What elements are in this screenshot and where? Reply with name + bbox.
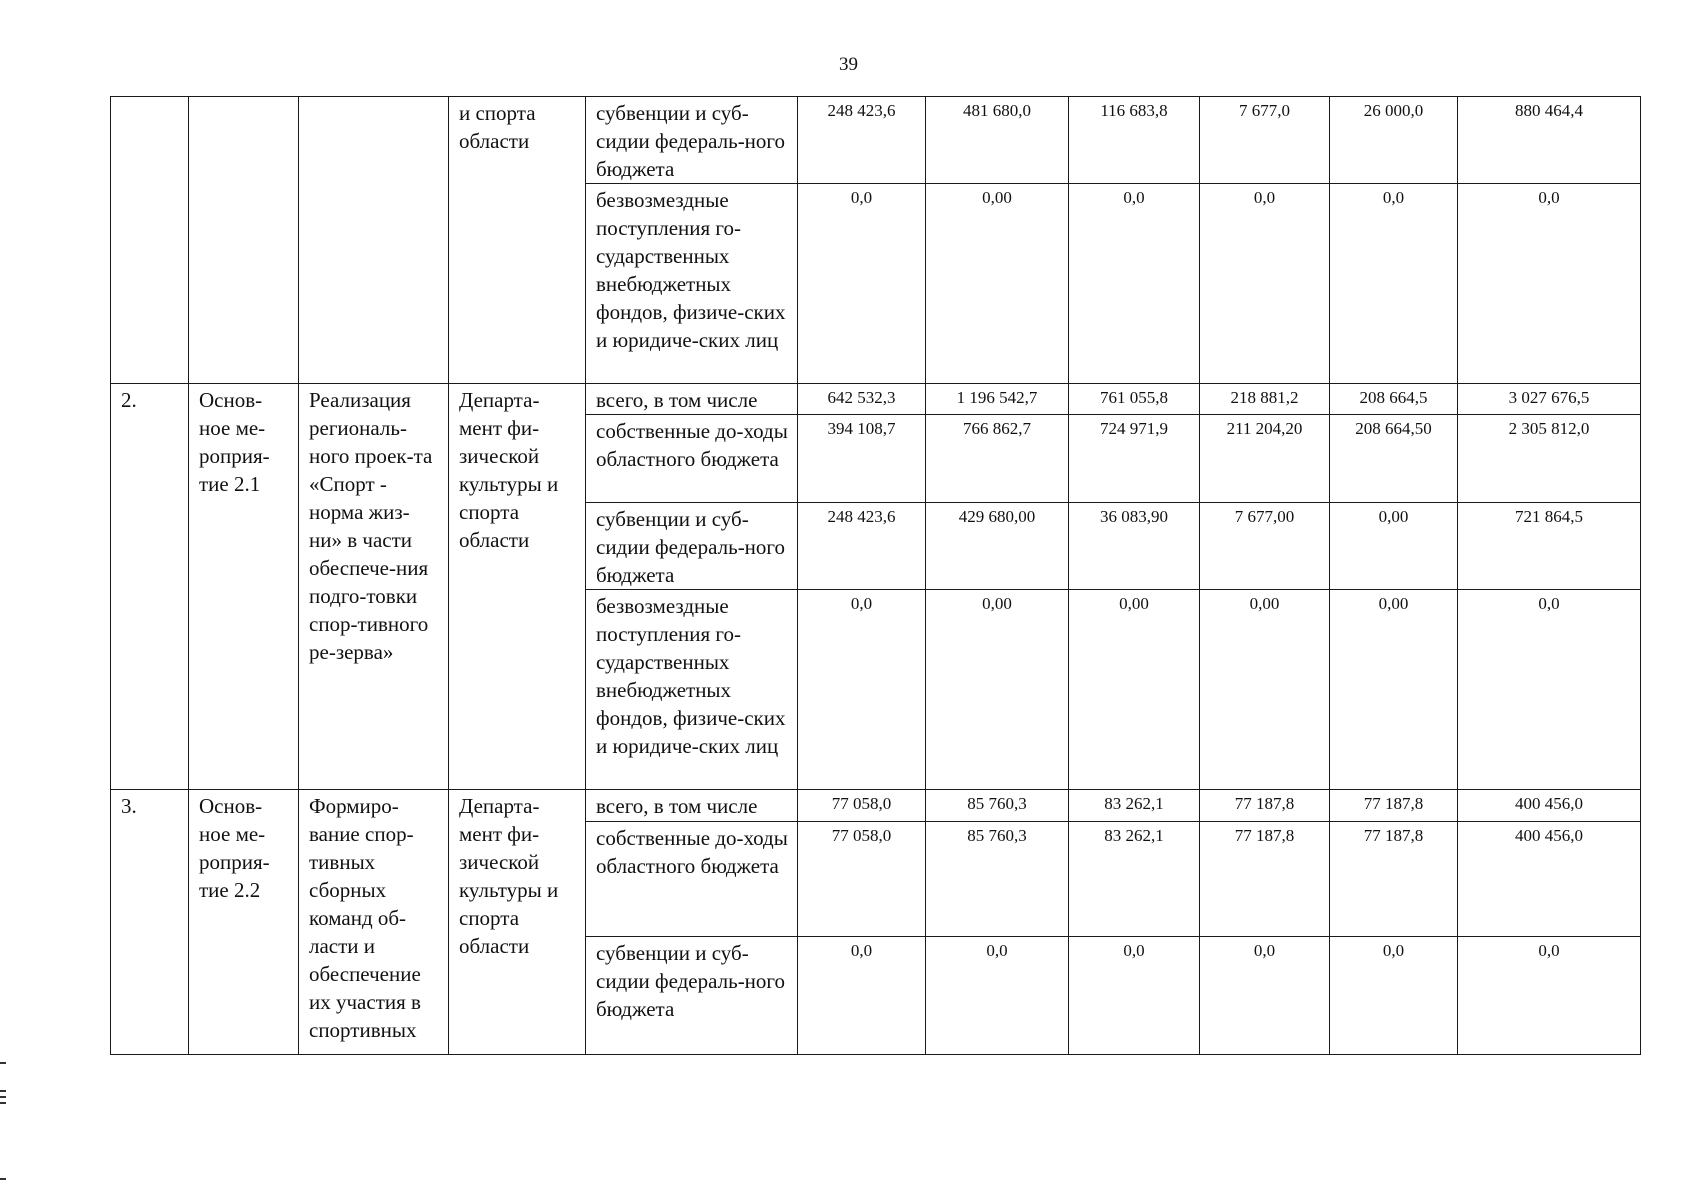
table-row [111,790,1641,822]
title-cell: Формиро-вание спор-тивных сборных команд об-ласти и обеспечение их участия в спортивных [299,790,449,1055]
funding-source-cell: безвозмездные поступления го-сударственных внебюджетных фондов, физиче-ских и юридиче-ских лиц [586,590,798,790]
value-cell: 7 677,00 [1200,503,1330,590]
value-cell: 85 760,3 [926,790,1069,822]
executor-cell: Департа-мент фи-зической культуры и спорта области [449,790,586,1055]
number-cell [111,97,189,384]
value-cell: 0,00 [926,590,1069,790]
value-cell: 248 423,6 [798,503,926,590]
table-row [111,97,1641,184]
total-value-cell: 400 456,0 [1458,790,1641,822]
budget-table [110,96,1641,1055]
total-value-cell: 0,0 [1458,184,1641,384]
total-value-cell: 0,0 [1458,937,1641,1055]
value-cell: 0,0 [1200,937,1330,1055]
value-cell: 248 423,6 [798,97,926,184]
value-cell: 0,00 [1330,503,1458,590]
funding-source-cell: субвенции и суб-сидии федераль-ного бюджета [586,937,798,1055]
value-cell: 481 680,0 [926,97,1069,184]
total-value-cell: 0,0 [1458,590,1641,790]
value-cell: 1 196 542,7 [926,384,1069,415]
value-cell: 0,0 [1330,184,1458,384]
total-value-cell: 880 464,4 [1458,97,1641,184]
total-value-cell: 2 305 812,0 [1458,415,1641,503]
value-cell: 7 677,0 [1200,97,1330,184]
table-row [111,384,1641,415]
funding-source-cell: всего, в том числе [586,384,798,415]
scan-artifact-mark [0,1090,6,1092]
funding-source-cell: собственные до-ходы областного бюджета [586,415,798,503]
scan-artifact-mark [0,1062,6,1064]
value-cell: 218 881,2 [1200,384,1330,415]
funding-source-cell: субвенции и суб-сидии федераль-ного бюджета [586,503,798,590]
measure-cell: Основ-ное ме-роприя-тие 2.2 [189,790,299,1055]
title-cell: Реализация региональ-ного проек-та «Спорт - норма жиз-ни» в части обеспече-ния подго-товки спор-тивного ре-зерва» [299,384,449,790]
scan-artifact-mark [0,1102,6,1104]
value-cell: 0,0 [926,937,1069,1055]
value-cell: 36 083,90 [1069,503,1200,590]
executor-cell: и спорта области [449,97,586,384]
value-cell: 77 058,0 [798,822,926,937]
value-cell: 85 760,3 [926,822,1069,937]
value-cell: 83 262,1 [1069,790,1200,822]
page-number: 39 [839,54,858,75]
value-cell: 761 055,8 [1069,384,1200,415]
scan-artifact-mark [0,1096,6,1098]
value-cell: 724 971,9 [1069,415,1200,503]
total-value-cell: 721 864,5 [1458,503,1641,590]
funding-source-cell: всего, в том числе [586,790,798,822]
title-cell [299,97,449,384]
funding-source-cell: субвенции и суб-сидии федераль-ного бюджета [586,97,798,184]
value-cell: 77 187,8 [1330,790,1458,822]
value-cell: 766 862,7 [926,415,1069,503]
value-cell: 0,0 [1330,937,1458,1055]
total-value-cell: 3 027 676,5 [1458,384,1641,415]
value-cell: 0,0 [798,184,926,384]
scan-artifact-mark [0,1178,6,1180]
measure-cell: Основ-ное ме-роприя-тие 2.1 [189,384,299,790]
value-cell: 642 532,3 [798,384,926,415]
measure-cell [189,97,299,384]
value-cell: 429 680,00 [926,503,1069,590]
value-cell: 83 262,1 [1069,822,1200,937]
total-value-cell: 400 456,0 [1458,822,1641,937]
value-cell: 394 108,7 [798,415,926,503]
value-cell: 0,0 [798,937,926,1055]
executor-cell: Департа-мент фи-зической культуры и спорта области [449,384,586,790]
value-cell: 26 000,0 [1330,97,1458,184]
value-cell: 0,00 [1330,590,1458,790]
value-cell: 77 187,8 [1200,790,1330,822]
value-cell: 77 187,8 [1200,822,1330,937]
value-cell: 77 058,0 [798,790,926,822]
value-cell: 77 187,8 [1330,822,1458,937]
funding-source-cell: безвозмездные поступления го-сударственных внебюджетных фондов, физиче-ских и юридиче-ских лиц [586,184,798,384]
value-cell: 0,0 [798,590,926,790]
value-cell: 0,0 [1069,937,1200,1055]
funding-source-cell: собственные до-ходы областного бюджета [586,822,798,937]
value-cell: 0,00 [1200,590,1330,790]
value-cell: 0,00 [926,184,1069,384]
value-cell: 211 204,20 [1200,415,1330,503]
value-cell: 116 683,8 [1069,97,1200,184]
value-cell: 208 664,50 [1330,415,1458,503]
number-cell: 3. [111,790,189,1055]
number-cell: 2. [111,384,189,790]
value-cell: 0,0 [1200,184,1330,384]
value-cell: 0,0 [1069,184,1200,384]
value-cell: 208 664,5 [1330,384,1458,415]
value-cell: 0,00 [1069,590,1200,790]
